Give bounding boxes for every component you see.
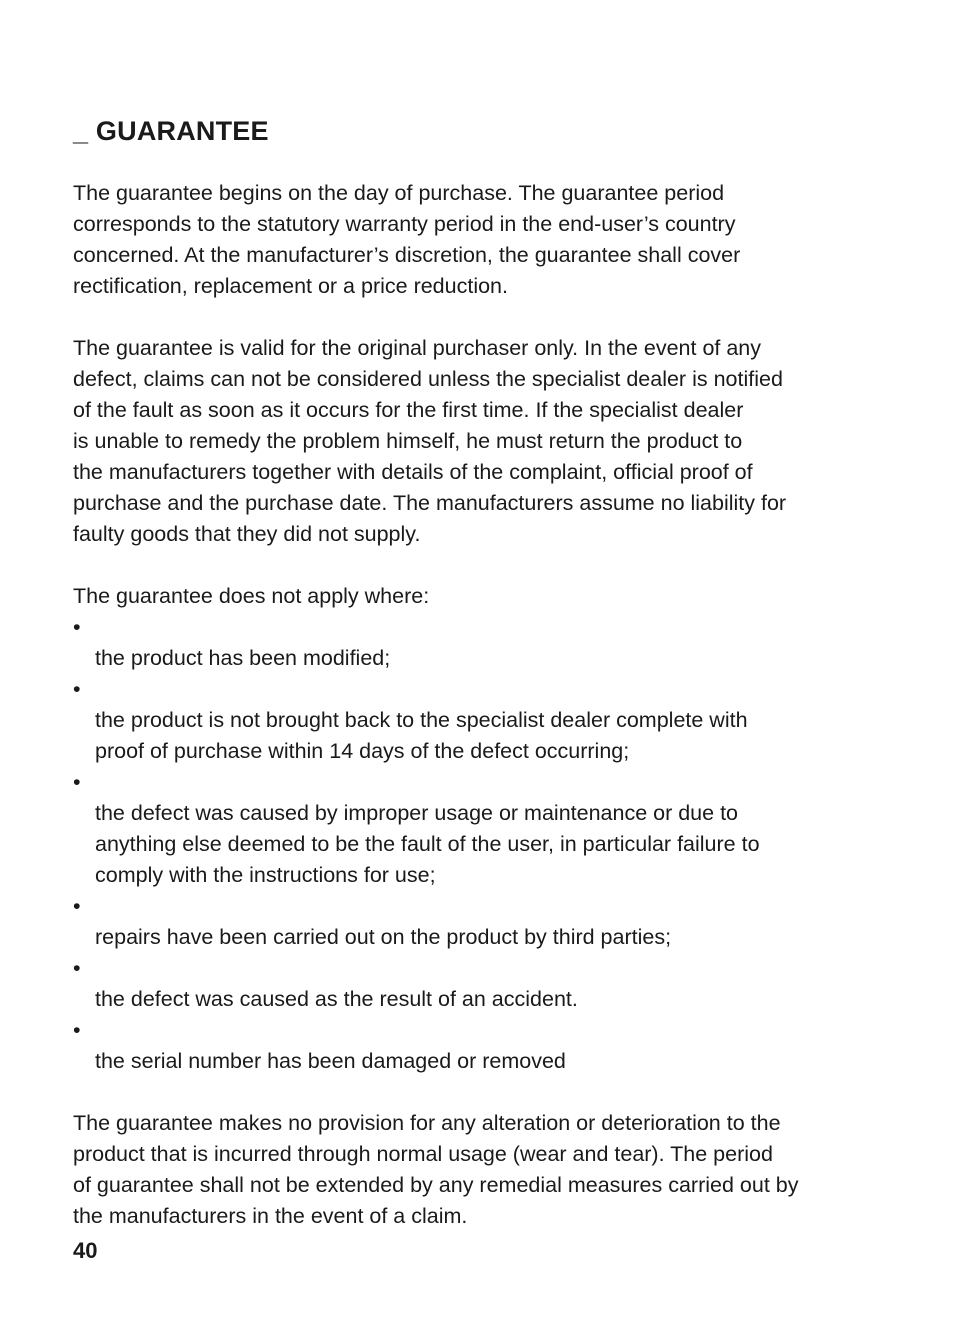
list-item-text: the defect was caused by improper usage or maintenance or due to anything else deemed to be the fault of the user, in particular failure to comply with the instructions for use; (95, 801, 760, 887)
bullet-icon: • (73, 956, 81, 980)
bullet-icon: • (73, 677, 81, 701)
list-item-text: the product has been modified; (95, 646, 391, 670)
list-item-text: the defect was caused as the result of an accident. (95, 987, 578, 1011)
list-item-text: the product is not brought back to the specialist dealer complete with proof of purchase within 14 days of the defect occurring; (95, 708, 748, 763)
paragraph-wear-and-tear: The guarantee makes no provision for any alteration or deterioration to the product that is incurred through normal usage (wear and tear). The period of guarantee shall not be extended by any remedial measures carried out by the manufacturers in the event of a claim. (73, 1111, 799, 1228)
list-item (73, 612, 863, 674)
list-item-text: repairs have been carried out on the product by third parties; (95, 925, 672, 949)
page-number: 40 (73, 1238, 98, 1263)
list-item (73, 674, 863, 767)
paragraph-guarantee-period: The guarantee begins on the day of purchase. The guarantee period corresponds to the statutory warranty period in the end-user’s country concerned. At the manufacturer’s discretion, the guarantee shall cover rectification, replacement or a price reduction. (73, 181, 741, 298)
list-item (73, 1015, 863, 1077)
list-item (73, 891, 863, 953)
list-item-text: the serial number has been damaged or removed (95, 1049, 566, 1073)
bullet-icon: • (73, 615, 81, 639)
paragraph-guarantee-validity: The guarantee is valid for the original purchaser only. In the event of any defect, claims can not be considered unless the specialist dealer is notified of the fault as soon as it occurs for the first time. If the specialist dealer is unable to remedy the problem himself, he must return the product to the manufacturers together with details of the complaint, official proof of purchase and the purchase date. The manufacturers assume no liability for faulty goods that they did not supply. (73, 336, 787, 546)
exclusions-list (73, 612, 863, 1077)
bullet-icon: • (73, 1018, 81, 1042)
bullet-icon: • (73, 770, 81, 794)
exclusions-intro: The guarantee does not apply where: (73, 584, 430, 608)
list-item (73, 767, 863, 891)
page-title: _ GUARANTEE (73, 116, 269, 146)
bullet-icon: • (73, 894, 81, 918)
guarantee-page (73, 112, 863, 1263)
list-item (73, 953, 863, 1015)
